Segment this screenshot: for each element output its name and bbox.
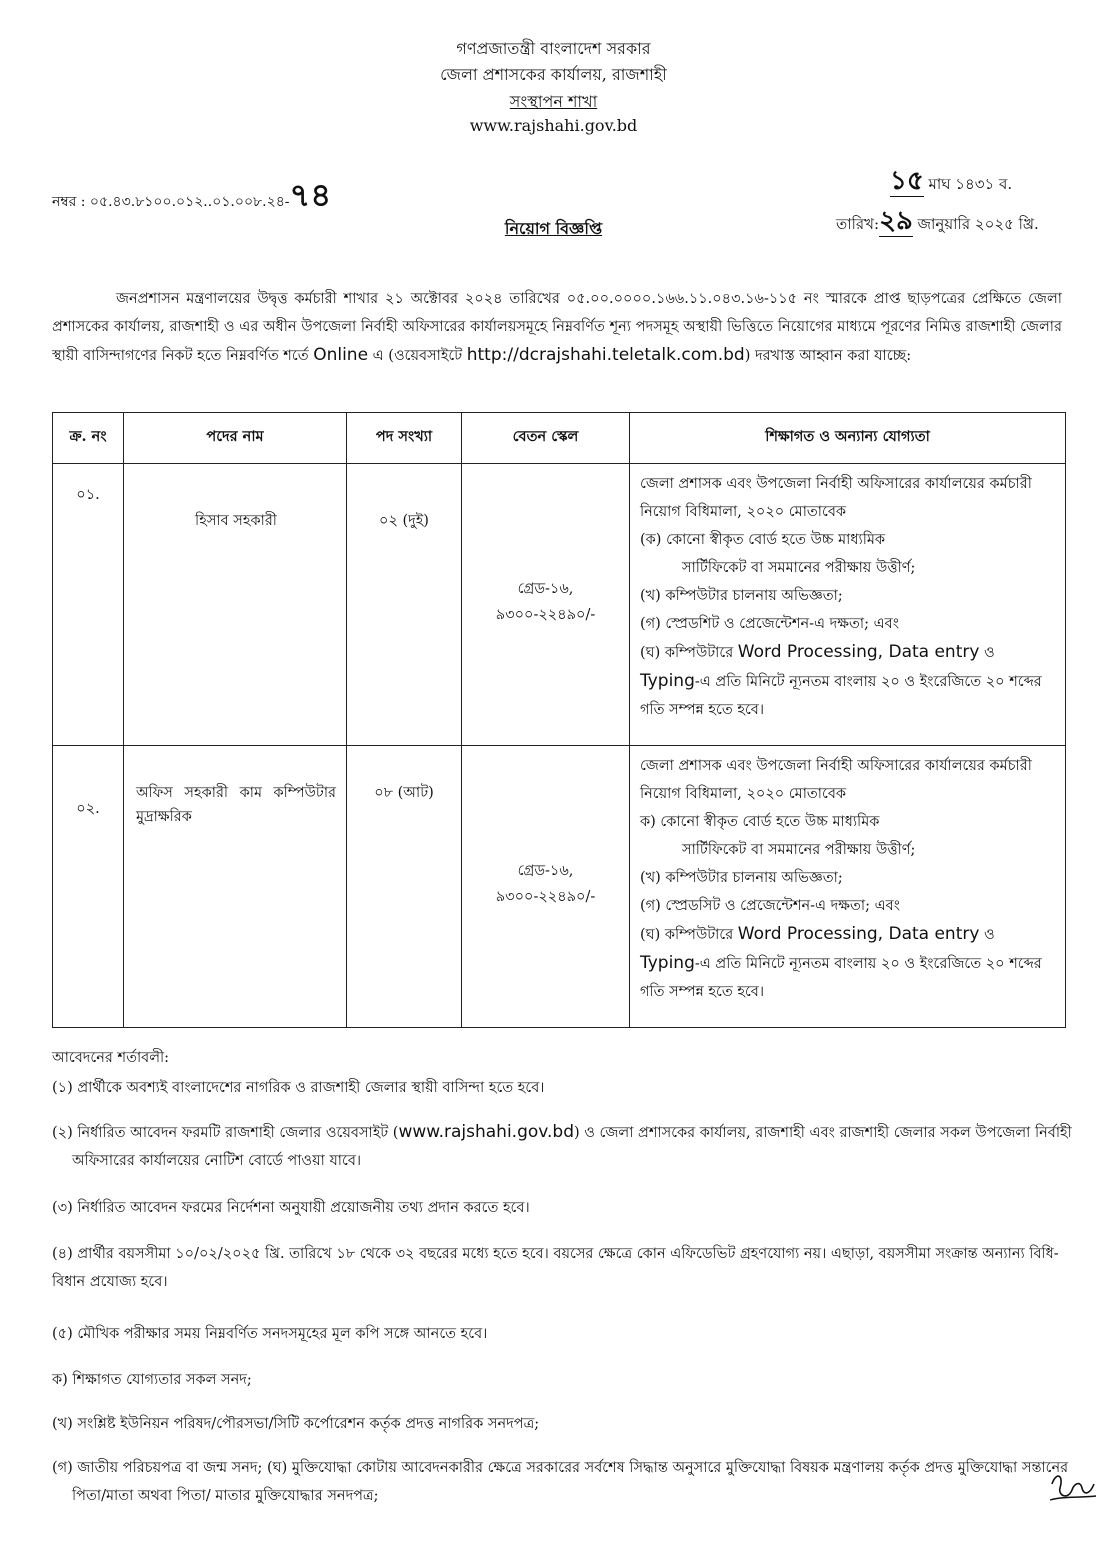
branch-title: সংস্থাপন শাখা (509, 92, 598, 111)
intro-text-after: ) দরখাস্ত আহ্বান করা যাচ্ছে: (744, 348, 912, 364)
memo-number-handwritten: ৭৪ (289, 176, 332, 214)
govt-title: গণপ্রজাতন্ত্রী বাংলাদেশ সরকার (456, 39, 651, 58)
table-row (53, 464, 1066, 746)
date-bn-day: ১৫ (890, 166, 924, 196)
qual-b: (খ) কম্পিউটার চালনায় অভিজ্ঞতা; (640, 870, 843, 886)
row-sl: ০১. (53, 464, 124, 746)
memo-number-prefix: নম্বর : ০৫.৪৩.৮১০০.০১২..০১.০০৮.২৪- (52, 194, 290, 210)
intro-text-mid: এ (ওয়েবসাইটে (372, 348, 463, 364)
website-text: www.rajshahi.gov.bd (469, 116, 638, 135)
qual-c: (গ) স্প্রেডসিট ও প্রেজেন্টেশন-এ দক্ষতা; এবং (640, 898, 900, 914)
date-en-rest: জানুয়ারি ২০২৫ খ্রি. (917, 215, 1039, 233)
term-2-pre: (২) নির্ধারিত আবেদন ফরমটি রাজশাহী জেলার ওয়েবসাইট ( (52, 1125, 399, 1141)
qual-d-rest: -এ প্রতি মিনিটে ন্যূনতম বাংলায় ২০ ও ইংরেজিতে ২০ শব্দের গতি সম্পন্ন হতে হবে। (640, 674, 1042, 718)
date-label: তারিখ: (836, 215, 880, 233)
term-3: (৩) নির্ধারিত আবেদন ফরমের নির্দেশনা অনুযায়ী প্রয়োজনীয় তথ্য প্রদান করতে হবে। (52, 1200, 530, 1216)
term-4: (৪) প্রার্থীর বয়সসীমা ১০/০২/২০২৫ খ্রি. তারিখে ১৮ থেকে ৩২ বছরের মধ্যে হতে হবে। বয়সের ক্ষেত্রে কোন এফিডেভিট গ্রহণযোগ্য নয়। এছাড়া, বয়সসীমা সংক্রান্ত অন্যান্য বিধি-বিধান প্রযোজ্য হবে। (52, 1246, 1059, 1290)
qual-d (640, 920, 1055, 1006)
row-count: ০৮ (আট) (347, 746, 462, 1028)
header-qualification: শিক্ষাগত ও অন্যান্য যোগ্যতা (630, 413, 1066, 464)
date-en-day: ২৯ (879, 206, 913, 236)
term-5c: (গ) জাতীয় পরিচয়পত্র বা জন্ম সনদ; (ঘ) মুক্তিযোদ্ধা কোটায় আবেদনকারীর ক্ষেত্রে সরকারের সর্বশেষ সিদ্ধান্ত অনুসারে মুক্তিযোদ্ধা বিষয়ক মন্ত্রণালয় কর্তৃক প্রদত্ত মুক্তিযোদ্ধা সন্তানের পিতা/মাতা অথবা পিতা/ মাতার মুক্তিযোদ্ধার সনদপত্র; (52, 1460, 1069, 1504)
qual-d-mid: ও (984, 645, 995, 661)
row-grade: গ্রেড-১৬, (517, 863, 574, 879)
header-post: পদের নাম (124, 413, 347, 464)
header-sl: ক্র. নং (53, 413, 124, 464)
qual-d (640, 638, 1055, 724)
row-pay (462, 746, 630, 1028)
qual-d-en1: Word Processing, Data entry (737, 642, 980, 662)
qual-a-cont: সার্টিফিকেট বা সমমানের পরীক্ষায় উত্তীর্ণ; (682, 560, 916, 576)
qual-d-pre: (ঘ) কম্পিউটারে (640, 645, 734, 661)
qual-d-en2: Typing (640, 953, 695, 973)
qual-d-pre: (ঘ) কম্পিউটারে (640, 927, 734, 943)
qual-d-mid: ও (984, 927, 995, 943)
qual-a-cont: সার্টিফিকেট বা সমমানের পরীক্ষায় উত্তীর্ণ; (682, 842, 916, 858)
initials-signature (1046, 1470, 1098, 1506)
row-post: অফিস সহকারী কাম কম্পিউটার মুদ্রাক্ষরিক (124, 746, 347, 1028)
header-pay: বেতন স্কেল (462, 413, 630, 464)
term-5b: (খ) সংশ্লিষ্ট ইউনিয়ন পরিষদ/পৌরসভা/সিটি কর্পোরেশন কর্তৃক প্রদত্ত নাগরিক সনদপত্র; (52, 1416, 540, 1432)
qual-c: (গ) স্প্রেডশিট ও প্রেজেন্টেশন-এ দক্ষতা; এবং (640, 616, 899, 632)
term-2-url: www.rajshahi.gov.bd (398, 1122, 574, 1142)
row-qualification (630, 464, 1066, 746)
row-sl: ০২. (53, 746, 124, 1028)
qual-intro: জেলা প্রশাসক এবং উপজেলা নির্বাহী অফিসারের কার্যালয়ের কর্মচারী নিয়োগ বিধিমালা, ২০২০ মোতাবেক (640, 476, 1032, 520)
notice-title: নিয়োগ বিজ্ঞপ্তি (504, 219, 603, 238)
term-5a: ক) শিক্ষাগত যোগ্যতার সকল সনদ; (52, 1372, 252, 1388)
qual-d-en1: Word Processing, Data entry (737, 924, 980, 944)
term-2 (52, 1118, 1092, 1175)
row-scale: ৯৩০০-২২৪৯০/- (495, 607, 596, 623)
terms-heading: আবেদনের শর্তাবলী: (52, 1050, 170, 1066)
term-2-post: ) ও জেলা প্রশাসকের কার্যালয়, রাজশাহী এবং রাজশাহী জেলার সকল উপজেলা নির্বাহী অফিসারের কার্যালয়ের নোটিশ বোর্ডে পাওয়া যাবে। (72, 1125, 1072, 1169)
qual-a: (ক) কোনো স্বীকৃত বোর্ড হতে উচ্চ মাধ্যমিক (640, 532, 886, 548)
qual-b: (খ) কম্পিউটার চালনায় অভিজ্ঞতা; (640, 588, 843, 604)
header-count: পদ সংখ্যা (347, 413, 462, 464)
qual-d-rest: -এ প্রতি মিনিটে ন্যূনতম বাংলায় ২০ ও ইংরেজিতে ২০ শব্দের গতি সম্পন্ন হতে হবে। (640, 956, 1042, 1000)
jobs-table (52, 412, 1066, 1028)
intro-paragraph (52, 285, 1062, 370)
date-bn-rest: মাঘ ১৪৩১ ব. (928, 175, 1013, 193)
table-row (53, 746, 1066, 1028)
row-qualification (630, 746, 1066, 1028)
row-post: হিসাব সহকারী (124, 464, 347, 746)
row-pay (462, 464, 630, 746)
row-scale: ৯৩০০-২২৪৯০/- (495, 889, 596, 905)
office-title: জেলা প্রশাসকের কার্যালয়, রাজশাহী (440, 65, 667, 84)
qual-intro: জেলা প্রশাসক এবং উপজেলা নির্বাহী অফিসারের কার্যালয়ের কর্মচারী নিয়োগ বিধিমালা, ২০২০ মোতাবেক (640, 758, 1032, 802)
intro-text-before: জনপ্রশাসন মন্ত্রণালয়ের উদ্বৃত্ত কর্মচারী শাখার ২১ অক্টোবর ২০২৪ তারিখের ০৫.০০.০০০০.১৬৬.১১.০৪৩.১৬-১১৫ নং স্মারকে প্রাপ্ত ছাড়পত্রের প্রেক্ষিতে জেলা প্রশাসকের কার্যালয়, রাজশাহী ও এর অধীন উপজেলা নির্বাহী অফিসারের কার্যালয়সমূহে নিম্নবর্ণিত শূন্য পদসমূহ অস্থায়ী ভিত্তিতে নিয়োগের মাধ্যমে পূরণের নিমিত্ত রাজশাহী জেলার স্থায়ী বাসিন্দাগণের নিকট হতে নিম্নবর্ণিত শর্তে (52, 291, 1062, 364)
qual-d-en2: Typing (640, 671, 695, 691)
qual-a: ক) কোনো স্বীকৃত বোর্ড হতে উচ্চ মাধ্যমিক (640, 814, 880, 830)
term-5: (৫) মৌখিক পরীক্ষার সময় নিম্নবর্ণিত সনদসমূহের মূল কপি সঙ্গে আনতে হবে। (52, 1326, 488, 1342)
term-1: (১) প্রার্থীকে অবশ্যই বাংলাদেশের নাগরিক ও রাজশাহী জেলার স্থায়ী বাসিন্দা হতে হবে। (52, 1080, 545, 1096)
intro-online: Online (313, 345, 369, 365)
intro-url: http://dcrajshahi.teletalk.com.bd (466, 345, 745, 365)
row-count: ০২ (দুই) (347, 464, 462, 746)
row-grade: গ্রেড-১৬, (517, 581, 574, 597)
table-header-row (53, 413, 1066, 464)
